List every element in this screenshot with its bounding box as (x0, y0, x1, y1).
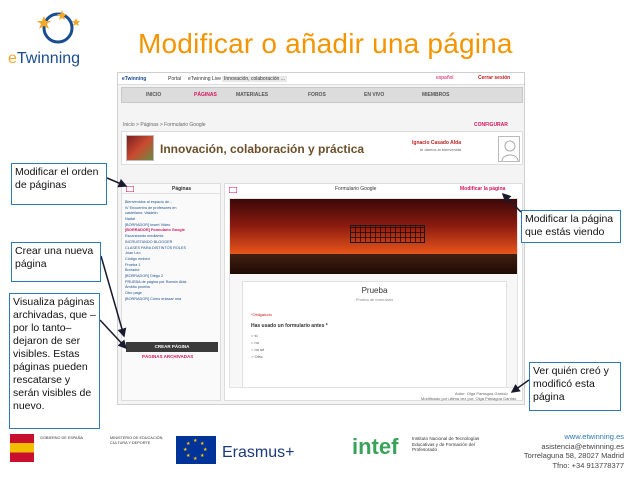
form-options (251, 333, 264, 361)
callout-archived: Visualiza páginas archivadas, que –por lo tanto– dejaron de ser visibles. Estas páginas pueden rescatarse y serán visibles de nuevo. (9, 293, 100, 429)
nav-miembros[interactable]: MIEMBROS (422, 92, 450, 98)
pages-panel-title: Páginas (172, 186, 192, 192)
phone-number: Tfno: +34 913778377 (552, 460, 624, 470)
page-list-item[interactable]: PRUEBA de página por Ramón Alda (125, 279, 187, 284)
space-title: Innovación, colaboración y práctica (160, 142, 365, 156)
profile-avatar[interactable] (498, 136, 520, 162)
page-list-item[interactable]: Joan Leo (125, 251, 141, 256)
contact-info (524, 432, 624, 470)
page-list-item[interactable]: Código embed (125, 256, 150, 261)
page-title: Formulario Google (335, 186, 377, 192)
nav-inicio[interactable]: INICIO (146, 92, 162, 98)
form-name: Prueba (361, 286, 388, 295)
language-select[interactable]: español (436, 75, 454, 81)
page-list-item[interactable]: [BORRADOR] Insert Video (125, 222, 171, 227)
support-email[interactable]: asistencia@etwinning.es (541, 441, 624, 451)
government-label: GOBIERNO DE ESPAÑA (40, 436, 83, 440)
topbar-logo[interactable]: eTwinning (122, 76, 147, 82)
page-list-item[interactable]: Borrador (125, 268, 140, 273)
space-nav (121, 87, 523, 103)
radio-option[interactable]: ○ no sé (251, 347, 264, 354)
nav-paginas[interactable]: PÁGINAS (194, 92, 217, 98)
page-list-item[interactable]: CLASES PARA DISTINTOS ROLES (125, 245, 187, 250)
space-avatar (126, 135, 154, 161)
owner-name[interactable]: Ignacio Casado Alda (412, 140, 461, 146)
space-header (121, 131, 523, 165)
logout-link[interactable]: Cerrar sesión (478, 75, 511, 81)
nav-materiales[interactable]: MATERIALES (236, 92, 269, 98)
logo-wordmark: eTwinning (8, 50, 81, 67)
page-list-item[interactable]: [BORRADOR] Cómo enlazar una (125, 296, 182, 301)
ministry-label: MINISTERIO DE EDUCACIÓN, CULTURA Y DEPORTE (110, 436, 164, 445)
page-list-item[interactable]: Escaneando mediamix (125, 234, 164, 239)
configurar-button[interactable]: CONFIGURAR (474, 122, 508, 128)
form-card (242, 281, 507, 388)
eu-flag-icon: ★ ★ ★ ★ ★ ★ ★ ★ (176, 436, 216, 464)
postal-address: Torrelaguna 58, 28027 Madrid (523, 451, 624, 460)
page-list-item[interactable]: Otro page (125, 291, 142, 295)
volleyball-net (350, 225, 425, 243)
erasmus-logo: Erasmus+ (222, 444, 295, 461)
page-list-item[interactable]: [BORRADOR] Formulario Google (125, 228, 185, 233)
slide-title: Modificar o añadir una página (138, 28, 513, 59)
intef-logo: intef (352, 434, 399, 459)
form-description: Prueba de formulario (355, 297, 394, 302)
create-page-button[interactable]: CREAR PÁGINA (126, 342, 218, 352)
archived-pages-link[interactable]: PÁGINAS ARCHIVADAS (142, 354, 194, 359)
page-list-item[interactable]: Prueba 1 (125, 262, 141, 267)
form-question: Has usado un formulario antes * (251, 323, 328, 329)
spain-coat-of-arms (10, 434, 34, 462)
google-form-embed (229, 198, 518, 388)
page-author: Autor: Olga Paniagua Garrido (455, 391, 508, 396)
page-icon (229, 187, 237, 193)
stars-icon (36, 8, 81, 48)
nav-foros[interactable]: FOROS (308, 92, 326, 98)
breadcrumb: Inicio > Páginas > Formulario Google (123, 122, 206, 128)
beach-sand (230, 254, 517, 274)
page-content (224, 183, 523, 401)
topbar-link-live[interactable]: eTwinning Live (188, 76, 222, 82)
required-note: *Obligatorio (251, 312, 272, 317)
etwinning-screenshot (117, 72, 525, 405)
slide-footer (0, 430, 638, 479)
page-modified-by[interactable]: Modificado por última vez por: Olga Paniagua Garrido (421, 396, 517, 401)
user-icon (499, 137, 521, 163)
intef-description: Instituto Nacional de Tecnologías Educativas y de Formación del Profesorado (412, 436, 480, 453)
topbar-link-portal[interactable]: Portal (168, 76, 182, 82)
callout-modify: Modificar la página que estás viendo (521, 210, 621, 243)
reorder-icon[interactable] (126, 186, 134, 192)
website-link[interactable]: www.etwinning.es (564, 432, 624, 441)
page-list-item[interactable]: IV Encuentro de profesores en (125, 205, 177, 210)
radio-option[interactable]: ○ Otro: (251, 354, 264, 361)
page-list-item[interactable]: INCRUSTANDO BLOGGER (125, 239, 173, 244)
etwinning-logo (6, 8, 106, 70)
radio-option[interactable]: ○ no (251, 340, 264, 347)
callout-history: Ver quién creó y modificó esta página (529, 362, 621, 411)
nav-en-vivo[interactable]: EN VIVO (364, 92, 385, 98)
modify-page-link[interactable]: Modificar la página (460, 186, 506, 192)
pages-panel (121, 183, 221, 401)
callout-create: Crear una nueva página (11, 242, 101, 282)
page-list-item[interactable]: [BORRADOR] Diego 2 (125, 273, 164, 278)
callout-reorder: Modificar el orden de páginas (11, 163, 107, 205)
page-list-item[interactable]: Bienvenidos al espacio de... (125, 200, 173, 204)
form-banner-image (230, 199, 517, 274)
page-list-item[interactable]: Nadal (125, 217, 135, 222)
page-list-item[interactable]: Ámbito prueba (125, 285, 150, 290)
owner-subtitle: te damos la bienvenida (420, 147, 462, 152)
top-bar (118, 73, 524, 85)
topbar-link-space[interactable]: Innovación, colaboración ... (224, 76, 285, 82)
radio-option[interactable]: ○ sí (251, 333, 264, 340)
page-list (125, 200, 219, 302)
page-list-item[interactable]: castellano: Valdelín (125, 211, 158, 216)
pages-panel-header (122, 184, 220, 194)
